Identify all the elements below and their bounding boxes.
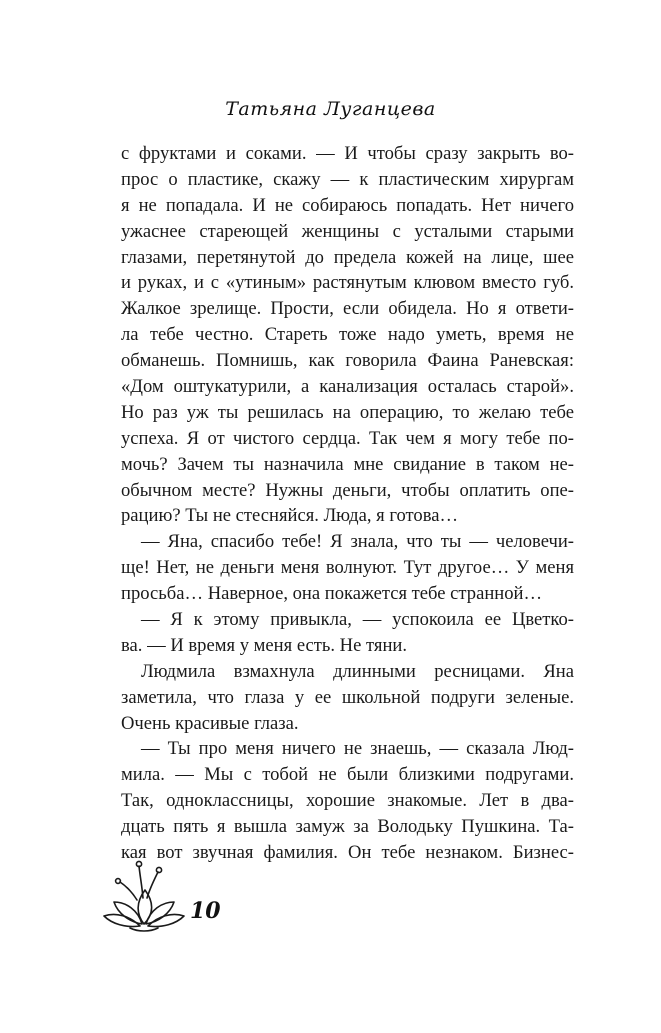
text-line: дцать пять я вышла замуж за Володьку Пушкина. Та- bbox=[121, 816, 574, 838]
text-line: ужаснее стареющей женщины с усталыми старыми bbox=[121, 220, 574, 242]
text-line: успеха. Я от чистого сердца. Так чем я могу тебе по- bbox=[121, 427, 574, 449]
text-line: ва. — И время у меня есть. Не тяни. bbox=[121, 634, 407, 656]
text-line: — Яна, спасибо тебе! Я знала, что ты — человечи- bbox=[141, 531, 574, 553]
text-line: прос о пластике, скажу — к пластическим хирургам bbox=[121, 168, 574, 190]
text-line: обманешь. Помнишь, как говорила Фаина Раневская: bbox=[121, 350, 574, 372]
text-line: я не попадала. И не собираюсь попадать. Нет ничего bbox=[121, 194, 574, 216]
text-line: Так, одноклассницы, хорошие знакомые. Лет в два- bbox=[121, 790, 574, 812]
text-line: — Я к этому привыкла, — успокоила ее Цветко- bbox=[141, 609, 574, 631]
text-line: — Ты про меня ничего не знаешь, — сказала Люд- bbox=[141, 738, 574, 760]
page-number: 10 bbox=[190, 898, 221, 924]
text-line: Жалкое зрелище. Прости, если обидела. Но я ответи- bbox=[121, 298, 574, 320]
running-header: Татьяна Луганцева bbox=[225, 98, 436, 120]
text-line: просьба… Наверное, она покажется тебе странной… bbox=[121, 583, 543, 605]
text-line: Очень красивые глаза. bbox=[121, 712, 299, 734]
text-line: ла тебе честно. Стареть тоже надо уметь, время не bbox=[121, 324, 574, 346]
body-text bbox=[121, 141, 574, 866]
text-line: ще! Нет, не деньги меня волнуют. Тут другое… У меня bbox=[121, 557, 574, 579]
text-line: рацию? Ты не стесняйся. Люда, я готова… bbox=[121, 505, 459, 527]
text-line: и руках, и с «утиным» растянутым клювом вместо губ. bbox=[121, 272, 574, 294]
text-line: обычном месте? Нужны деньги, чтобы оплатить опе- bbox=[121, 479, 574, 501]
text-line: Но раз уж ты решилась на операцию, то желаю тебе bbox=[121, 401, 574, 423]
text-line: Людмила взмахнула длинными ресницами. Яна bbox=[141, 660, 574, 682]
text-line: мила. — Мы с тобой не были близкими подругами. bbox=[121, 764, 574, 786]
text-line: кая вот звучная фамилия. Он тебе незнаком. Бизнес- bbox=[121, 842, 574, 864]
text-line: заметила, что глаза у ее школьной подруги зеленые. bbox=[121, 686, 574, 708]
text-line: глазами, перетянутой до предела кожей на лице, шее bbox=[121, 246, 574, 268]
text-line: с фруктами и соками. — И чтобы сразу закрыть во- bbox=[121, 143, 574, 164]
lotus-flower-icon bbox=[100, 858, 186, 934]
text-line: мочь? Зачем ты назначила мне свидание в таком не- bbox=[121, 453, 574, 475]
text-line: «Дом оштукатурили, а канализация осталась старой». bbox=[121, 376, 574, 398]
